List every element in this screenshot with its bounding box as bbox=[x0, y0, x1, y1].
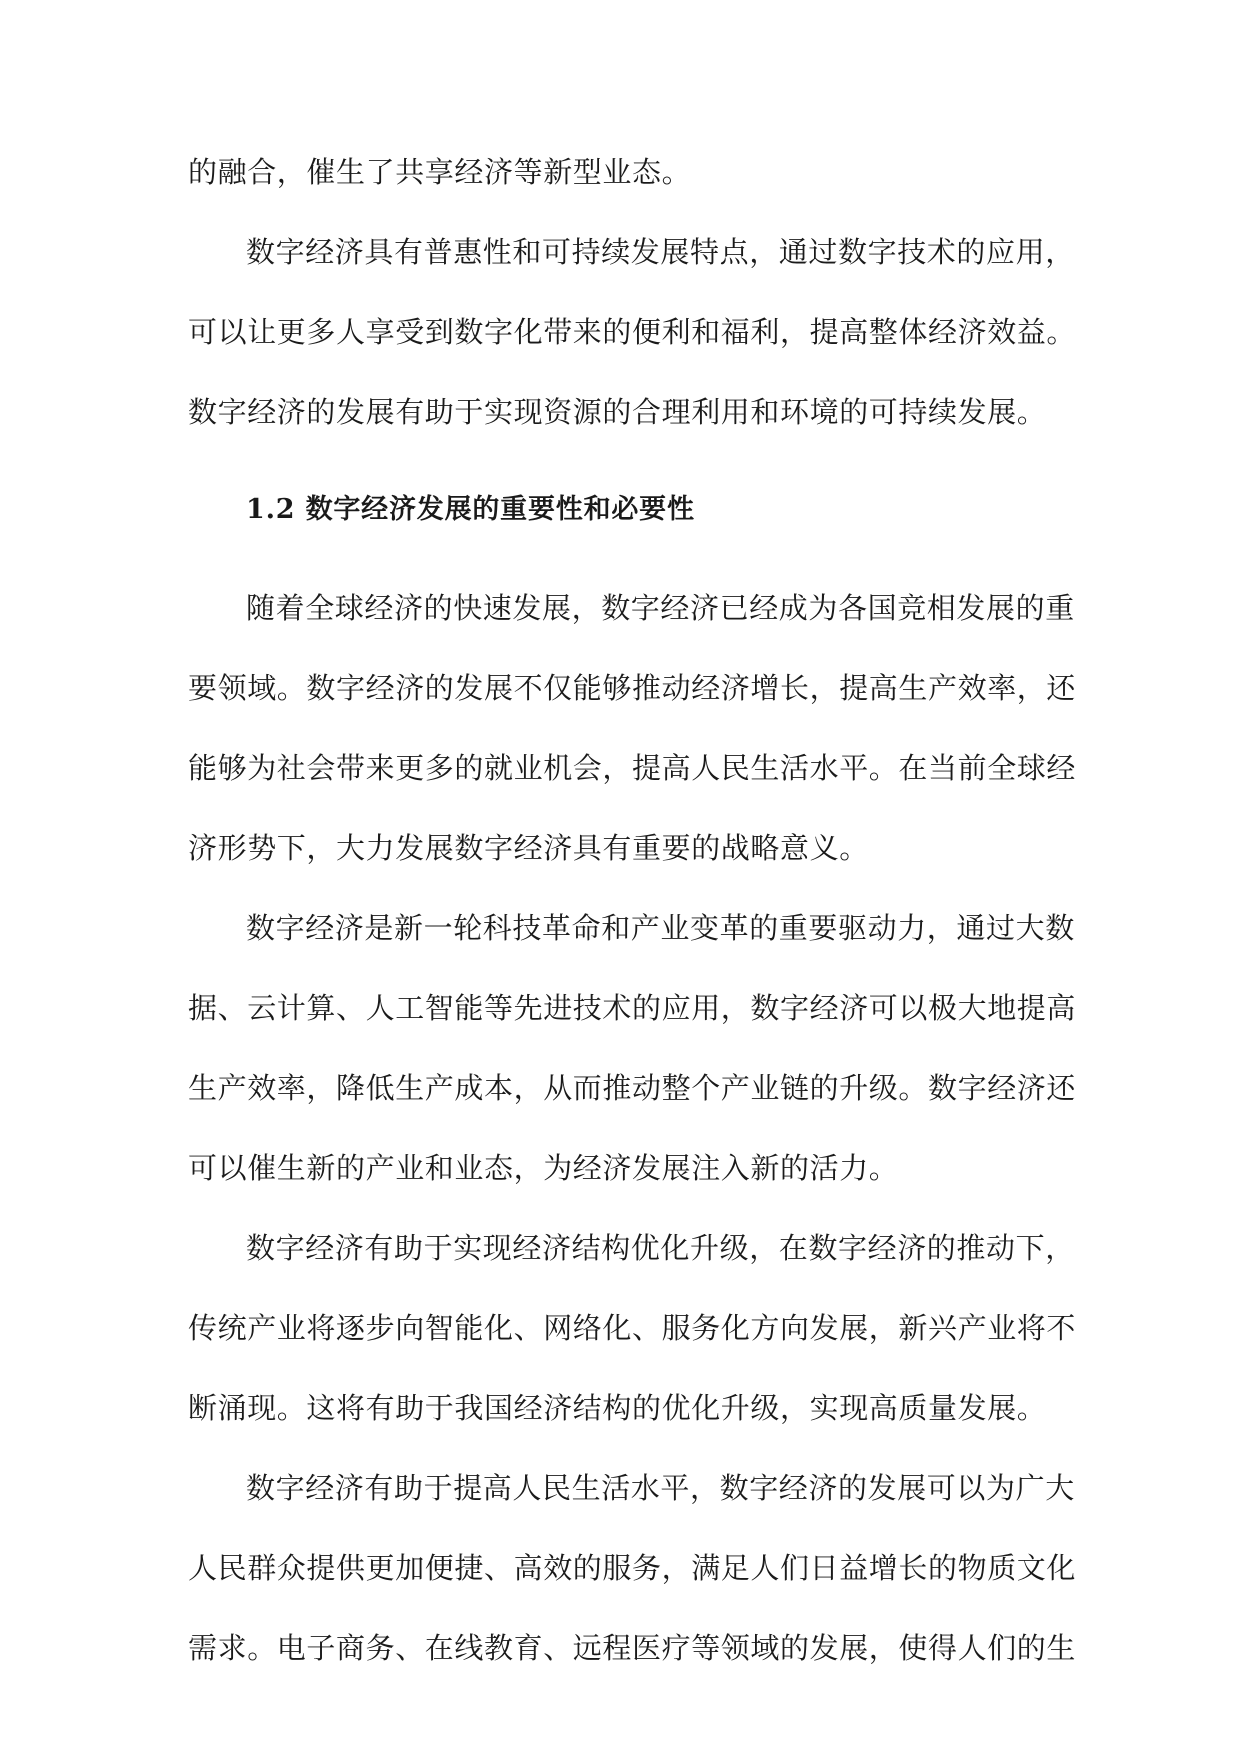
text-line: 据、云计算、人工智能等先进技术的应用，数字经济可以极大地提高 bbox=[188, 991, 1077, 1025]
text-line: 的融合，催生了共享经济等新型业态。 bbox=[188, 155, 692, 189]
text-line: 可以让更多人享受到数字化带来的便利和福利，提高整体经济效益。 bbox=[188, 315, 1077, 349]
text-line: 断涌现。这将有助于我国经济结构的优化升级，实现高质量发展。 bbox=[188, 1391, 1047, 1425]
text-line: 数字经济的发展有助于实现资源的合理利用和环境的可持续发展。 bbox=[188, 395, 1047, 429]
text-line: 要领域。数字经济的发展不仅能够推动经济增长，提高生产效率，还 bbox=[188, 671, 1077, 705]
text-line: 人民群众提供更加便捷、高效的服务，满足人们日益增长的物质文化 bbox=[188, 1551, 1077, 1585]
text-line: 需求。电子商务、在线教育、远程医疗等领域的发展，使得人们的生 bbox=[188, 1631, 1077, 1665]
body-text bbox=[188, 132, 1077, 1688]
paragraph-start-line: 数字经济具有普惠性和可持续发展特点，通过数字技术的应用， bbox=[246, 235, 1075, 269]
paragraph-start-line: 随着全球经济的快速发展，数字经济已经成为各国竞相发展的重 bbox=[246, 591, 1075, 625]
paragraph-start-line: 数字经济有助于实现经济结构优化升级，在数字经济的推动下， bbox=[246, 1231, 1075, 1265]
paragraph-start-line: 数字经济是新一轮科技革命和产业变革的重要驱动力，通过大数 bbox=[246, 911, 1075, 945]
text-line: 传统产业将逐步向智能化、网络化、服务化方向发展，新兴产业将不 bbox=[188, 1311, 1077, 1345]
section-heading: 1.2 数字经济发展的重要性和必要性 bbox=[246, 494, 695, 525]
paragraph-start-line: 数字经济有助于提高人民生活水平，数字经济的发展可以为广大 bbox=[246, 1471, 1075, 1505]
text-line: 可以催生新的产业和业态，为经济发展注入新的活力。 bbox=[188, 1151, 899, 1185]
text-line: 生产效率，降低生产成本，从而推动整个产业链的升级。数字经济还 bbox=[188, 1071, 1077, 1105]
text-line: 能够为社会带来更多的就业机会，提高人民生活水平。在当前全球经 bbox=[188, 751, 1077, 785]
text-line: 济形势下，大力发展数字经济具有重要的战略意义。 bbox=[188, 831, 869, 865]
